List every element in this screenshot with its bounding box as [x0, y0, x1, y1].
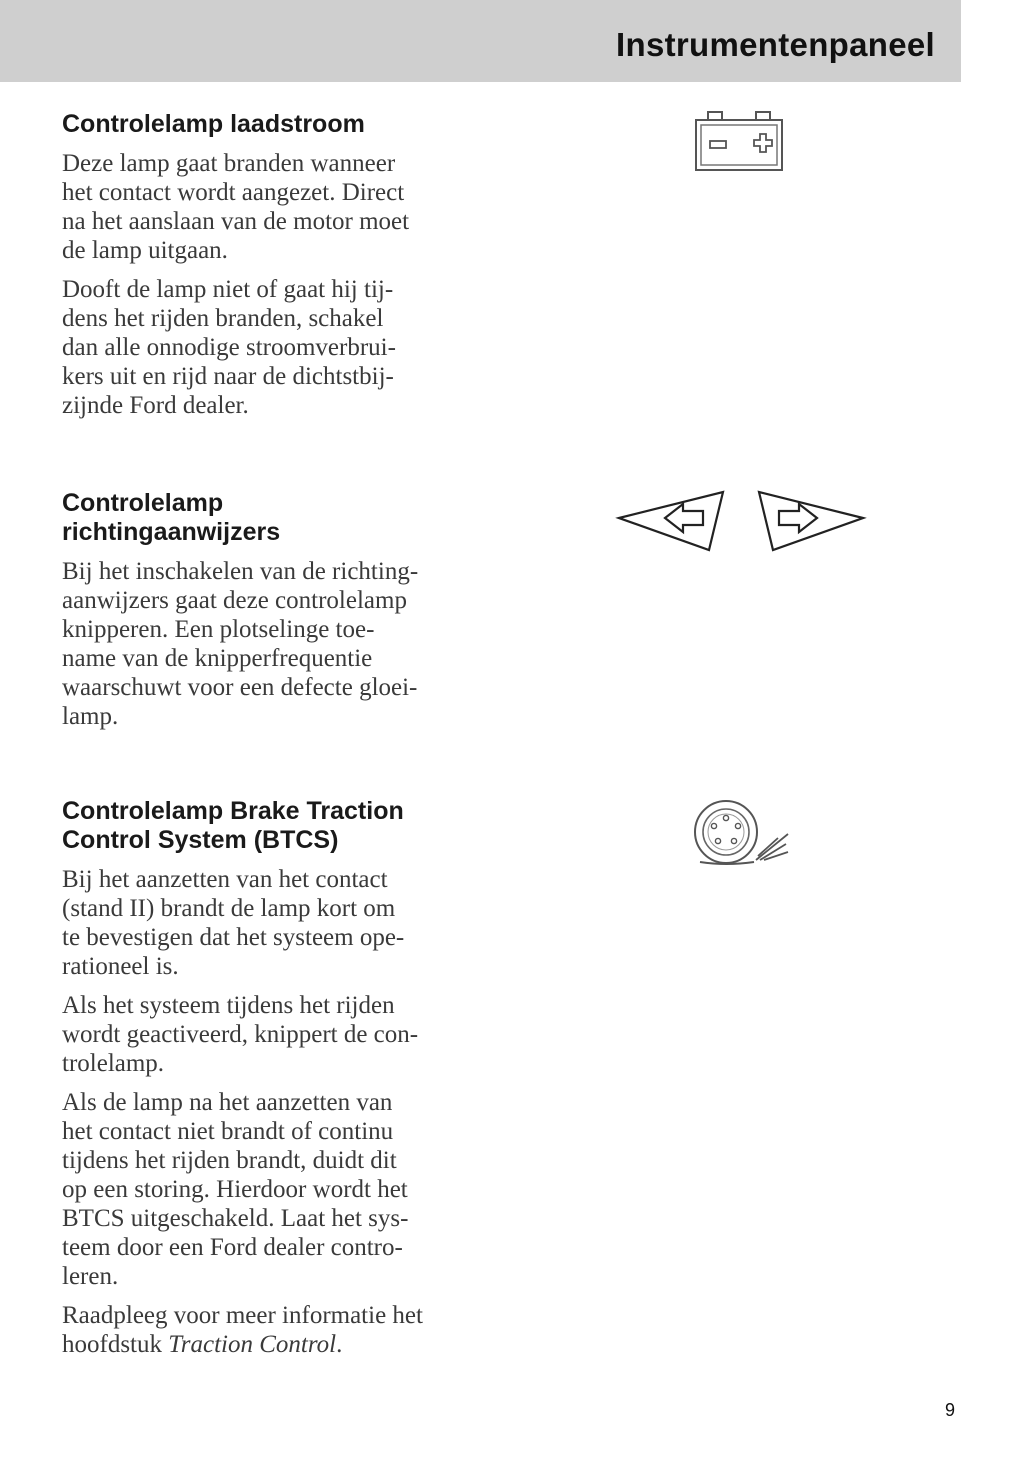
section-btcs-lamp: [62, 797, 502, 1369]
paragraph: Bij het aanzetten van het contact (stand II) brandt de lamp kort om te bevestigen dat het systeem ope- rationeel is.: [62, 866, 405, 980]
paragraph: Deze lamp gaat branden wanneer het contact wordt aangezet. Direct na het aanslaan van de motor moet de lamp uitgaan.: [62, 150, 410, 264]
section-heading: Controlelamp Brake Traction Control System (BTCS): [62, 797, 404, 854]
traction-control-icon: [690, 796, 792, 868]
section-heading: Controlelamp richtingaanwijzers: [62, 489, 281, 546]
page-number: 9: [945, 1400, 956, 1420]
paragraph: Raadpleeg voor meer informatie het hoofdstuk Traction Control.: [62, 1302, 423, 1358]
section-heading: Controlelamp laadstroom: [62, 110, 365, 138]
paragraph: Als het systeem tijdens het rijden wordt geactiveerd, knippert de con- trolelamp.: [62, 992, 419, 1077]
section-turn-signal-lamp: [62, 489, 502, 741]
section-charging-lamp: [62, 110, 502, 430]
turn-signal-arrows-icon: [615, 488, 867, 554]
battery-charge-warning-icon: [694, 110, 786, 174]
page-title: Instrumentenpaneel: [616, 26, 935, 63]
paragraph: Bij het inschakelen van de richting- aanwijzers gaat deze controlelamp knipperen. Een plotselinge toe- name van de knipperfrequentie waarschuwt voor een defecte gloei- lamp.: [62, 558, 419, 730]
paragraph: Als de lamp na het aanzetten van het contact niet brandt of continu tijdens het rijden brandt, duidt dit op een storing. Hierdoor wordt het BTCS uitgeschakeld. Laat het sys- teem door een Ford dealer contro- leren.: [62, 1089, 409, 1290]
italic-reference: Traction Control: [168, 1331, 337, 1358]
header-band: [0, 0, 961, 82]
paragraph: Dooft de lamp niet of gaat hij tij- dens het rijden branden, schakel dan alle onnodige stroomverbrui- kers uit en rijd naar de dichtstbij- zijnde Ford dealer.: [62, 276, 396, 419]
